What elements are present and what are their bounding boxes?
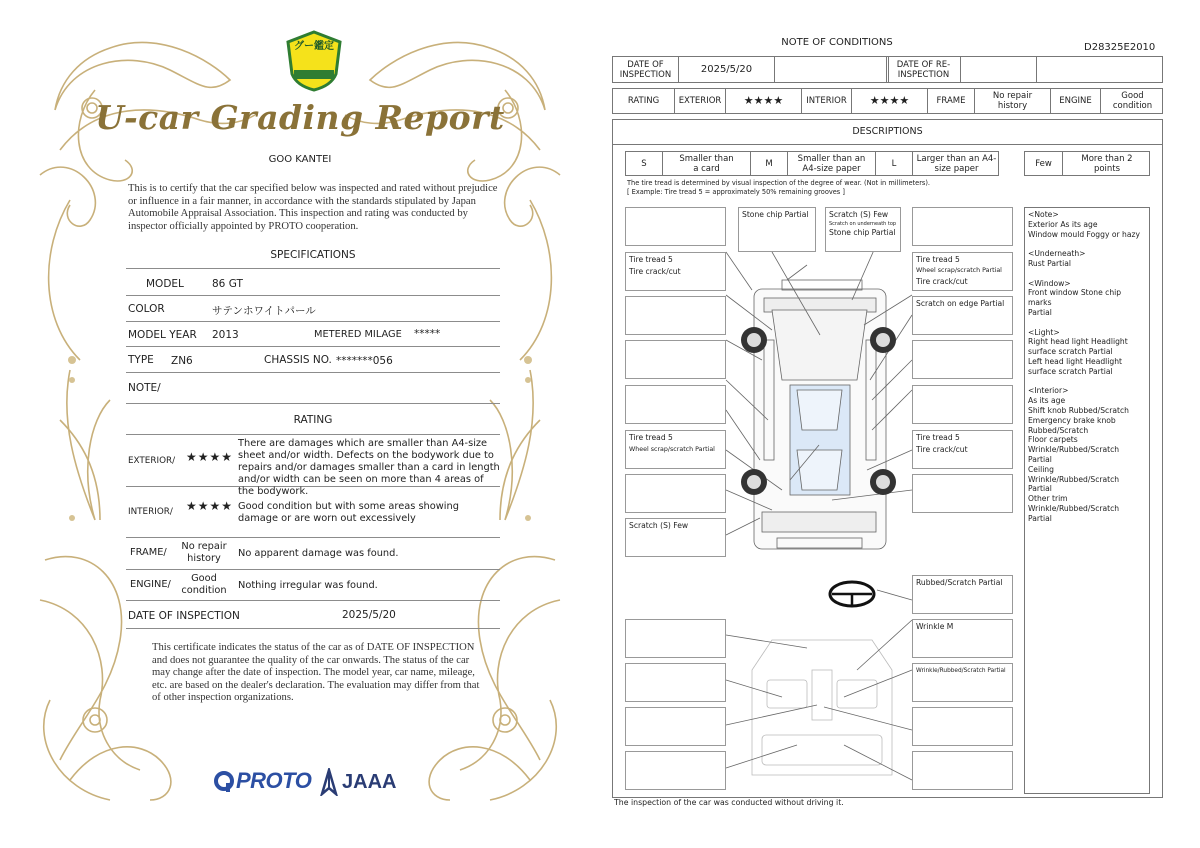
report-title: U-car Grading Report [95,98,505,137]
exterior-box-right-3 [912,385,1013,424]
exterior-box-right-2 [912,340,1013,379]
frame-value: No repair history [975,89,1051,113]
metered-milage-value: ***** [414,328,441,340]
exterior-box-rear [625,518,726,557]
spec-row-type [126,347,500,373]
note-line: Rubbed/Scratch [1028,425,1089,435]
interior-box-left-1 [625,619,726,658]
rating-row-interior [126,487,500,538]
frame-label: FRAME/ [130,547,167,558]
engine-value: Good condition [181,573,227,596]
badge-text: グー鑑定 [294,41,334,52]
note-line: <Interior> [1028,386,1069,396]
exterior-box-left-3 [625,385,726,424]
exterior-stars: ★★★★ [186,450,234,464]
engine-value: Good condition [1112,91,1153,111]
few-legend [1024,151,1150,176]
interior-box-steering [912,575,1013,614]
interior-box-left-2 [625,663,726,702]
chassis-label: CHASSIS NO. [264,354,332,366]
exterior-label: EXTERIOR [675,89,726,113]
certificate-disclaimer: This certificate indicates the status of the car as of DATE OF INSPECTION and does not guarantee the quality of the car onwards. The status of the car may change after the date of inspection. The model year, car name, mileage, etc. are based on the dealer's declaration. The evaluation may differ from that of other inspection organizations. [152,642,480,704]
interior-box-left-4 [625,751,726,790]
note-line: <Window> [1028,278,1071,288]
rear-scratch-label: Scratch (S) Few [629,521,689,530]
scratch-underneath-label: Scratch on underneath top [829,221,897,227]
interior-description: Good condition but with some areas showing damage or are worn out excessively [238,501,459,524]
spec-row-note [126,373,500,404]
size-legend [625,151,999,176]
note-line: Front window Stone chip marks [1028,288,1122,308]
descriptions-heading: DESCRIPTIONS [852,126,923,137]
spec-row-color [126,296,500,322]
engine-description: Nothing irregular was found. [238,580,378,591]
note-line: Floor carpets [1028,435,1078,445]
note-line [1028,377,1146,387]
note-label: NOTE/ [128,382,161,394]
note-line: <Note> [1028,210,1059,219]
wrinkle-partial-label: Wrinkle/Rubbed/Scratch Partial [916,668,1006,674]
exterior-box-left-4 [625,474,726,513]
exterior-box-front-left [625,207,726,246]
interior-box-right-3 [912,707,1013,746]
scratch-few-label: Scratch (S) Few [829,210,889,219]
frame-value: No repair history [181,541,227,564]
date-of-inspection-value: 2025/5/20 [342,609,396,621]
type-value: ZN6 [171,355,193,367]
note-line: Emergency brake knob [1028,415,1116,425]
fl-tire-tread: Tire tread 5 [629,255,673,264]
rating-row [612,88,1163,114]
note-line: Left head light Headlight [1028,356,1123,366]
engine-label: ENGINE/ [130,579,171,590]
exterior-box-left-2 [625,340,726,379]
notes-column [1024,207,1150,794]
color-value: サテンホワイトパール [212,305,316,317]
interior-stars: ★★★★ [186,499,234,513]
specifications-heading: SPECIFICATIONS [270,249,356,261]
note-line: Right head light Headlight [1028,337,1128,347]
rating-heading: RATING [293,414,333,426]
note-line: surface scratch Partial [1028,366,1113,376]
note-line: Wrinkle/Rubbed/Scratch [1028,445,1120,455]
model-year-label: MODEL YEAR [128,329,197,341]
note-line [1028,318,1146,328]
legend-l: L [876,152,913,175]
model-year-value: 2013 [212,329,239,341]
note-line: Partial [1028,484,1052,494]
stone-chip-label-2: Stone chip Partial [829,228,896,237]
model-label: MODEL [146,278,184,290]
note-line: Exterior As its age [1028,219,1098,229]
tire-note-1: The tire tread is determined by visual inspection of the degree of wear. (Not in millimeters). [627,179,931,187]
note-line [1028,269,1146,279]
interior-box-wrinkle-partial [912,663,1013,702]
exterior-stars: ★★★★ [726,89,802,113]
note-line: Ceiling [1028,464,1054,474]
rl-tire-tread: Tire tread 5 [629,433,673,442]
bottom-note: The inspection of the car was conducted without driving it. [614,798,844,807]
chassis-value: *******056 [336,355,393,367]
note-line: Partial [1028,454,1052,464]
legend-s-desc: Smaller than a card [663,152,751,175]
rating-label: RATING [613,89,675,113]
interior-box-wrinkle-m [912,619,1013,658]
note-line: Window mould Foggy or hazy [1028,229,1140,239]
proto-logo-icon [213,770,235,794]
divider [126,268,500,269]
rr-tire-crack: Tire crack/cut [916,445,968,454]
wrinkle-m-label: Wrinkle M [916,622,954,631]
exterior-box-rear-left-tire [625,430,726,469]
rating-row-exterior [126,436,500,497]
date-inspection-label: DATE OF INSPECTION [613,57,679,82]
frame-label: FRAME [928,89,975,113]
color-label: COLOR [128,303,165,315]
rating-row-engine [126,570,500,601]
sheet-title: NOTE OF CONDITIONS [781,37,893,48]
interior-label: INTERIOR [802,89,852,113]
scratch-edge-label: Scratch on edge Partial [916,299,1005,308]
exterior-box-right-edge [912,296,1013,335]
spec-row-model [126,270,500,296]
model-value: 86 GT [212,278,243,290]
exterior-box-front-right-tire [912,252,1013,291]
note-line: Wrinkle/Rubbed/Scratch [1028,503,1120,513]
note-line: Partial [1028,307,1052,317]
interior-box-left-3 [625,707,726,746]
steering-rubbed-label: Rubbed/Scratch Partial [916,578,1003,587]
legend-l-desc: Larger than an A4-size paper [916,153,997,174]
divider [126,434,500,435]
exterior-label: EXTERIOR/ [128,456,176,466]
legend-few: Few [1025,152,1063,175]
note-line: Other trim [1028,494,1068,504]
note-line: As its age [1028,396,1066,406]
date-inspection-value: 2025/5/20 [679,57,775,82]
note-line: <Light> [1028,327,1060,337]
engine-label: ENGINE [1051,89,1101,113]
date-of-inspection-label: DATE OF INSPECTION [128,610,240,622]
fr-tire-tread: Tire tread 5 [916,255,960,264]
note-line [1028,239,1146,249]
jaaa-logo-icon [318,768,340,796]
legend-m: M [751,152,788,175]
rl-wheel-scrap: Wheel scrap/scratch Partial [629,446,715,453]
fr-tire-crack: Tire crack/cut [916,277,968,286]
goo-kantei-badge-icon [286,30,342,92]
spec-row-year [126,322,500,347]
rating-row-frame [126,538,500,570]
blank-cell [1037,57,1164,82]
note-line: Rust Partial [1028,258,1071,268]
date-reinspection-value [961,57,1037,82]
jaaa-logo: JAAA [342,771,397,793]
report-subtitle: GOO KANTEI [268,154,332,165]
note-line: <Underneath> [1028,249,1086,259]
frame-description: No apparent damage was found. [238,548,399,559]
interior-stars: ★★★★ [852,89,928,113]
interior-box-right-4 [912,751,1013,790]
document-id: D28325E2010 [1084,42,1156,53]
inspection-date-row [612,56,1163,83]
exterior-box-front-right [912,207,1013,246]
legend-s: S [626,152,663,175]
metered-milage-label: METERED MILAGE [314,329,402,340]
steering-wheel-icon [830,582,874,606]
note-line: Wrinkle/Rubbed/Scratch [1028,474,1120,484]
fl-tire-crack: Tire crack/cut [629,267,681,276]
stone-chip-label: Stone chip Partial [742,210,809,219]
certification-statement: This is to certify that the car specified below was inspected and rated without prejudice or influence in a fair manner, in accordance with the standards stipulated by Japan Automobile Appraisal Association. This inspection and rating was conducted by inspector officially appointed by PROTO cooperation. [128,183,498,232]
rating-row-date [126,601,500,629]
proto-logo: PROTO [236,768,312,793]
blank-cell [775,57,889,82]
date-reinspection-label: DATE OF RE-INSPECTION [886,57,961,82]
exterior-box-front-left-tire [625,252,726,291]
exterior-description: There are damages which are smaller than A4-size sheet and/or width. Defects on the bodywork due to repairs and/or damages smaller than a card in length and/or width can be seen on more than 4 areas of the bodywork. [238,438,500,497]
type-label: TYPE [128,354,154,366]
exterior-box-front-scratch [825,207,901,252]
rr-tire-tread: Tire tread 5 [916,433,960,442]
legend-m-desc: Smaller than an A4-size paper [788,152,876,175]
exterior-box-left-1 [625,296,726,335]
exterior-box-rear-right-tire [912,430,1013,469]
note-line: Partial [1028,513,1052,523]
fr-wheel-scrap: Wheel scrap/scratch Partial [916,267,1002,274]
exterior-box-right-4 [912,474,1013,513]
note-line: surface scratch Partial [1028,347,1113,357]
divider [612,144,1163,145]
legend-few-desc: More than 2 points [1081,153,1133,174]
note-line: Shift knob Rubbed/Scratch [1028,405,1129,415]
exterior-box-front-stone-chip [738,207,816,252]
interior-label: INTERIOR/ [128,507,173,517]
tire-note-2: [ Example: Tire tread 5 = approximately 50% remaining grooves ] [627,188,845,196]
